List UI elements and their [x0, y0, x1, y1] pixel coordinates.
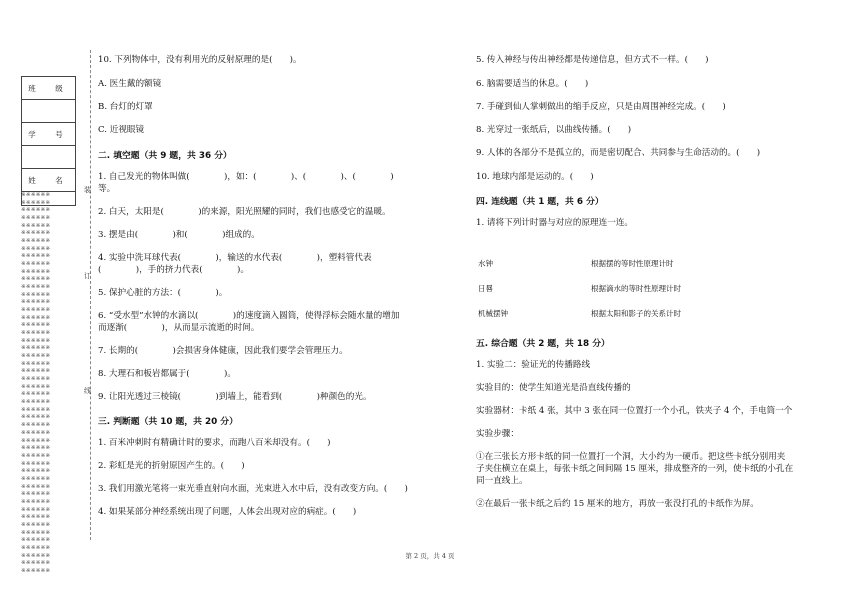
- judge-q6: 6. 脑需要适当的休息。( ): [476, 79, 589, 89]
- comp-q1: 1. 实验二：验证光的传播路线: [476, 360, 591, 370]
- judge-q1: 1. 百米冲刺时有精确计时的要求，而跑八百米却没有。( ): [98, 438, 331, 448]
- fill-q6-line2: 而逐渐( )，从而显示流逝的时间。: [98, 323, 260, 333]
- comp-purpose: 实验目的：使学生知道光是沿直线传播的: [476, 383, 631, 393]
- judge-q8: 8. 光穿过一张纸后，以曲线传播。( ): [476, 125, 632, 135]
- binding-char-zhuang: 装: [84, 186, 91, 194]
- binding-line: [90, 50, 91, 540]
- student-id-field[interactable]: [22, 146, 76, 169]
- student-id-label: 学 号: [22, 123, 76, 146]
- class-label: 班 级: [22, 77, 76, 100]
- match-right-item[interactable]: 根据摆的等时性原理计时: [591, 259, 674, 268]
- fill-q4-line2: ( )，手的挤力代表( )。: [98, 265, 249, 275]
- fill-q3: 3. 摆是由( )和( )组成的。: [98, 230, 260, 240]
- judge-q2: 2. 彩虹是光的折射原因产生的。( ): [98, 461, 245, 471]
- student-info-table: [21, 76, 76, 206]
- judge-q7: 7. 手碰到仙人掌刺做出的缩手反应，只是由周围神经完成。( ): [476, 102, 726, 112]
- judge-q5: 5. 传入神经与传出神经都是传递信息，但方式不一样。( ): [476, 55, 709, 65]
- comp-step1-line3: 同一直线上。: [476, 476, 528, 486]
- page-number: 第 2 页，共 4 页: [405, 552, 455, 560]
- fill-q5: 5. 保护心脏的方法：( )。: [98, 288, 228, 298]
- fill-q8: 8. 大理石和板岩都属于( )。: [98, 369, 236, 379]
- fill-q7: 7. 长期的( )会损害身体健康，因此我们要学会管理压力。: [98, 346, 348, 356]
- cross-pattern-column: ※※※※※※ ※※※※※※ ※※※※※※ ※※※※※※ ※※※※※※ ※※※※※※ ※※※※※※ ※※※※※※ ※※※※※※ ※※※※※※ ※※※※※※ ※※※※※※ ※※※※※※ ※※※※※※ ※※※※※※ ※※※※※※ ※※※※※※ ※※※※※※ ※※※※※※ ※※※※※※ ※※※※※※ ※※※※※※ ※※※※※※ ※※※※※※ ※※※※※※ ※※※※※※ ※※※※※※ ※※※※※※ ※※※※※※ ※※※※※※ ※※※※※※ ※※※※※※ ※※※※※※ ※※※※※※ ※※※※※※ ※※※※※※ ※※※※※※ ※※※※※※ ※※※※※※ ※※※※※※ ※※※※※※ ※※※※※※ ※※※※※※ ※※※※※※ ※※※※※※ ※※※※※※ ※※※※※※ ※※※※※※ ※※※※※※ ※※※※※※: [21, 192, 51, 574]
- judge-q4: 4. 如果某部分神经系统出现了问题，人体会出现对应的病症。( ): [98, 507, 357, 517]
- section-match-title: 四. 连线题（共 1 题，共 6 分）: [476, 197, 604, 207]
- comp-step1-line1: ①在三张长方形卡纸的同一位置打一个洞，大小约为一硬币。把这些卡纸分别用夹: [476, 452, 786, 462]
- fill-q2: 2. 白天，太阳是( )的来源，阳光照耀的同时，我们也感受它的温暖。: [98, 207, 391, 217]
- judge-q9: 9. 人体的各部分不是孤立的，而是密切配合、共同参与生命活动的。( ): [476, 148, 761, 158]
- comp-materials: 实验器材：卡纸 4 张，其中 3 张在同一位置打一个小孔，铁夹子 4 个，手电筒一个: [476, 406, 793, 416]
- binding-char-xian: 线: [84, 387, 91, 395]
- fill-q1-line1: 1. 自己发光的物体叫做( )，如：( )、( )、( ): [98, 172, 394, 182]
- question-10: 10. 下列物体中，没有利用光的反射原理的是( )。: [98, 55, 302, 65]
- binding-char-ding: 订: [84, 272, 91, 280]
- match-left-item[interactable]: 机械摆钟: [478, 309, 508, 318]
- judge-q3: 3. 我们用激光笔将一束光垂直射向水面，光束进入水中后，没有改变方向。( ): [98, 484, 408, 494]
- section-comprehensive-title: 五. 综合题（共 2 题，共 18 分）: [476, 339, 610, 349]
- fill-q9: 9. 让阳光透过三棱镜( )到墙上，能看到( )种颜色的光。: [98, 392, 372, 402]
- fill-q4-line1: 4. 实验中洗耳球代表( )，输送的水代表( )，塑料管代表: [98, 253, 372, 263]
- match-right-item[interactable]: 根据太阳和影子的关系计时: [591, 309, 681, 318]
- option-c: C. 近视眼镜: [98, 125, 145, 135]
- section-fill-title: 二. 填空题（共 9 题，共 36 分）: [98, 151, 232, 161]
- comp-step2: ②在最后一张卡纸之后约 15 厘米的地方，再放一张没打孔的卡纸作为屏。: [476, 499, 759, 509]
- option-b: B. 台灯的灯罩: [98, 102, 153, 112]
- fill-q1-line2: 等。: [98, 184, 116, 194]
- match-left-item[interactable]: 水钟: [478, 259, 493, 268]
- match-left-item[interactable]: 日晷: [478, 284, 493, 293]
- comp-steps-label: 实验步骤：: [476, 429, 519, 439]
- judge-q10: 10. 地球内部是运动的。( ): [476, 172, 594, 182]
- comp-step1-line2: 子夹住横立在桌上，每张卡纸之间间隔 15 厘米，排成整齐的一列，使卡纸的小孔在: [476, 464, 794, 474]
- name-label: 姓 名: [22, 169, 76, 192]
- match-right-item[interactable]: 根据滴水的等时性原理计时: [591, 284, 681, 293]
- fill-q6-line1: 6. “受水型”水钟的水滴以( )的速度滴入圆筒，使得浮标会随水量的增加: [98, 311, 400, 321]
- class-field[interactable]: [22, 100, 76, 123]
- match-q1: 1. 请将下列计时器与对应的原理连一连。: [476, 218, 634, 228]
- section-judge-title: 三. 判断题（共 10 题，共 20 分）: [98, 417, 238, 427]
- option-a: A. 医生戴的额镜: [98, 79, 162, 89]
